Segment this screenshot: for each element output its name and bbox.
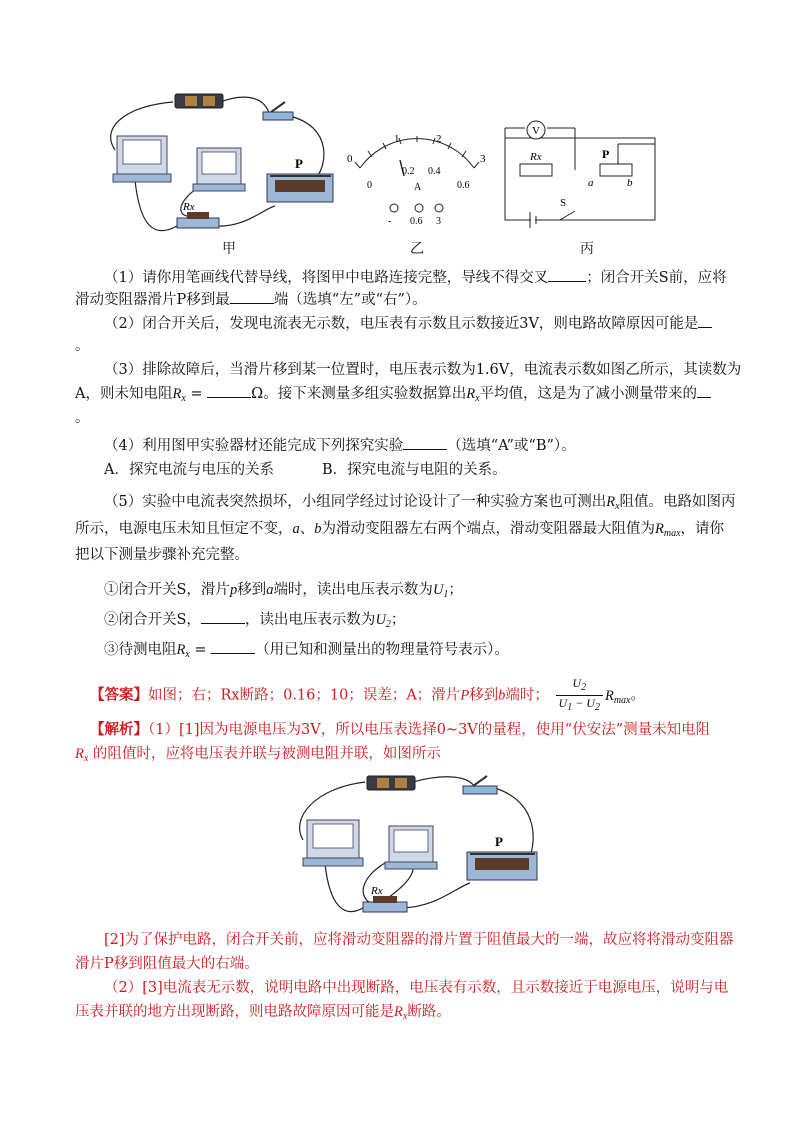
- analysis-line2: $R_x$ 的阻值时，应将电压表并联与被测电阻并联，如图所示: [75, 746, 441, 764]
- analysis-line4: 滑片P移到阻值最大的右端。: [75, 956, 259, 972]
- analysis-line1: 【解析】（1）[1]因为电源电压为3V，所以电压表选择0~3V的量程，使用“伏安法”测量未知电阻: [90, 721, 711, 738]
- q4-option-a: A．探究电流与电压的关系: [104, 462, 274, 478]
- yi-term-0: -: [388, 216, 392, 227]
- step3: ③待测电阻$R_x$ = （用已知和测量出的物理量符号表示）。: [104, 642, 509, 660]
- yi-unit: A: [414, 182, 422, 193]
- yi-top-2: 2: [436, 133, 442, 145]
- yi-bot-2: 0.4: [428, 166, 441, 177]
- yi-term-1: 0.6: [410, 216, 423, 227]
- q1-line1: （1）请你用笔画线代替导线，将图甲中电路连接完整，导线不得交叉 ；闭合开关S前，应将: [104, 270, 727, 286]
- q3-line2: A，则未知电阻$R_x = \Omega$。接下来测量多组实验数据算出$R_x$平均值，这是为了减小测量带来的: [75, 384, 711, 409]
- bing-b: b: [627, 177, 633, 189]
- figure-bing-caption: 丙: [580, 241, 594, 257]
- bing-a: a: [588, 177, 594, 189]
- step2: ②闭合开关S， ，读出电压表示数为$U_2$；: [104, 612, 406, 630]
- bing-rx: Rx: [530, 151, 542, 163]
- q3-line1: （3）排除故障后，当滑片移到某一位置时，电压表示数为1.6V，电流表示数如图乙所示，其读数为: [104, 362, 742, 378]
- yi-bot-0: 0: [367, 180, 372, 191]
- yi-top-1: 1: [394, 133, 400, 145]
- q3-line3: 。: [75, 410, 90, 426]
- figure-analysis-circuit: [285, 768, 550, 918]
- analysis-line5: （2）[3]电流表无示数，说明电路中出现断路，电压表有示数，且示数接近于电源电压，说明与电: [104, 980, 729, 996]
- figure-bing-circuit: [500, 118, 665, 230]
- q1-line2: 滑动变阻器滑片P移到最 端（选填“左”或“右”）。: [75, 292, 427, 308]
- yi-bot-3: 0.6: [457, 180, 470, 191]
- q5-line3: 把以下测量步骤补充完整。: [75, 547, 249, 563]
- figure-yi-caption: 乙: [410, 241, 424, 257]
- figure-jia-caption: 甲: [222, 241, 236, 257]
- figure-yi-ammeter: [342, 130, 492, 230]
- bing-p: P: [602, 147, 610, 161]
- analysis-p-label: P: [495, 834, 503, 849]
- analysis-rx-label: Rx: [371, 885, 383, 897]
- analysis-line3: [2]为了保护电路，闭合开关前，应将滑动变阻器的滑片置于阻值最大的一端，故应将将滑动变阻器: [104, 932, 734, 948]
- jia-p-label: P: [295, 156, 303, 171]
- step1: ①闭合开关S，滑片p移到a端时，读出电压表示数为$U_1$；: [104, 582, 463, 600]
- q2-line2: 。: [75, 338, 90, 354]
- yi-term-2: 3: [436, 216, 441, 227]
- q4-option-b: B．探究电流与电阻的关系。: [322, 462, 507, 478]
- q2-line1: （2）闭合开关后，发现电流表无示数，电压表有示数且示数接近3V，则电路故障原因可能是: [104, 314, 712, 334]
- q5-line2: 所示，电源电压未知且恒定不变，a、b为滑动变阻器左右两个端点，滑动变阻器最大阻值为$R_{max}$，请你: [75, 521, 725, 539]
- q5-line1: （5）实验中电流表突然损坏，小组同学经过讨论设计了一种实验方案也可测出$R_x$阻值。电路如图丙: [104, 494, 736, 512]
- answer-line: 【答案】如图；右；Rx断路；0.16；10；误差；A；滑片P移到b端时； $\frac{U_2}{U_1 - U_2}$ $R_{max}$。: [90, 676, 645, 713]
- q4-line1: （4）利用图甲实验器材还能完成下列探究实验 （选填“A”或“B”）。: [104, 438, 576, 454]
- yi-top-0: 0: [347, 153, 353, 165]
- figure-jia: [95, 88, 345, 238]
- bing-v: V: [532, 125, 540, 137]
- bing-s: S: [560, 197, 567, 209]
- yi-top-3: 3: [480, 153, 486, 165]
- analysis-line6: 压表并联的地方出现断路，则电路故障原因可能是$R_x$断路。: [75, 1004, 451, 1022]
- jia-rx-label: Rx: [183, 201, 195, 213]
- yi-bot-1: 0.2: [402, 166, 415, 177]
